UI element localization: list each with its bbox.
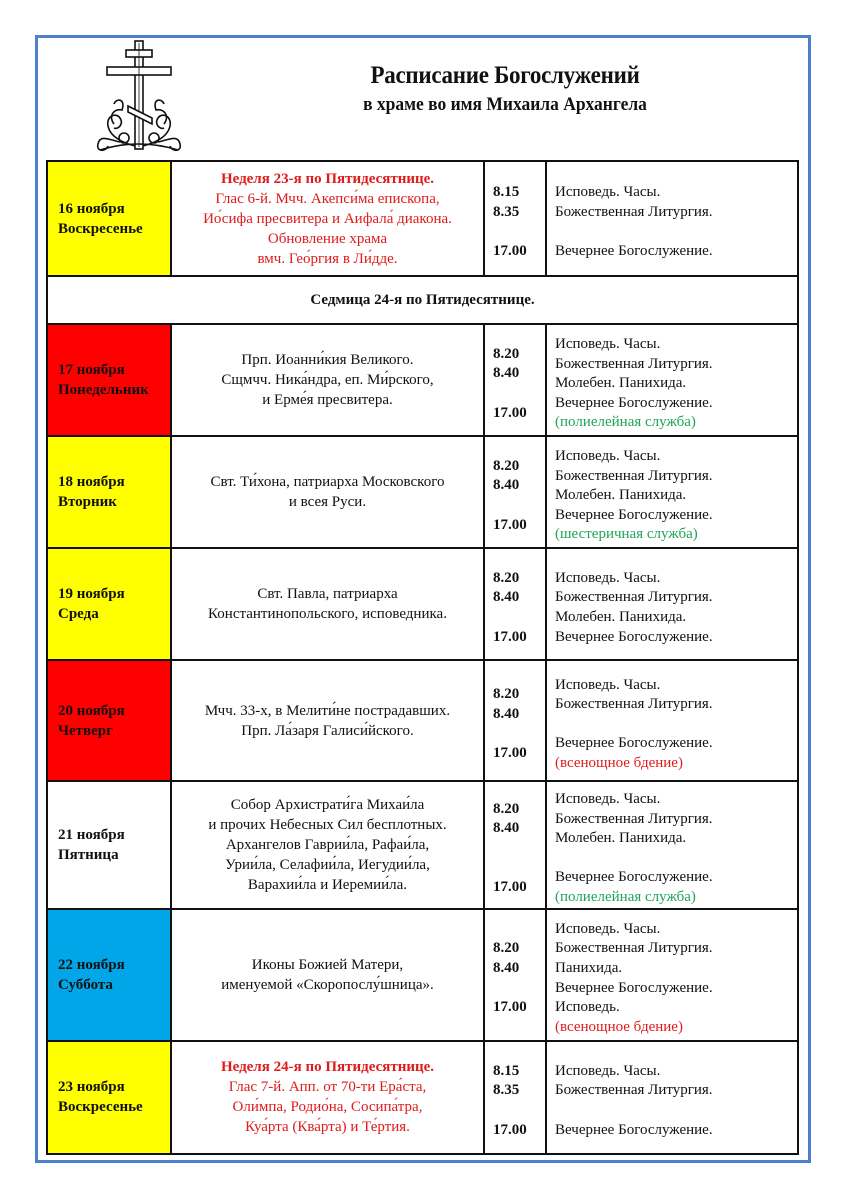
service-item: (всенощное бдение) [555,1018,683,1035]
schedule-row [47,909,798,1041]
service-item: Божественная Литургия. [555,696,713,713]
service-item: Исповедь. Часы. [555,676,661,693]
service-time: 8.15 [493,184,520,201]
schedule-row [47,1041,798,1154]
service-list [546,909,798,1041]
date-cell [47,436,171,548]
feast-description [171,548,484,660]
service-item: Исповедь. Часы. [555,448,661,465]
page-subtitle: в храме во имя Михаила Архангела [363,94,647,115]
date-cell [47,161,171,276]
service-item: (полиелейная служба) [555,414,696,431]
date-label: 20 ноября [58,702,125,719]
date-cell [47,660,171,781]
service-time: 8.20 [493,569,520,586]
service-time: 8.20 [493,940,520,957]
service-item: Вечернее Богослужение. [555,506,713,523]
feast-description [171,781,484,909]
date-label: 21 ноября [58,826,125,843]
service-time: 17.00 [493,404,527,421]
time-spacer [493,496,545,516]
date-cell [47,1041,171,1154]
feast-line: и Ерме́я пресвитера. [262,392,393,408]
service-item: Исповедь. [555,999,620,1016]
schedule-table [46,160,799,1155]
feast-description [171,660,484,781]
service-item: (шестеричная служба) [555,526,698,543]
service-times [484,1041,546,1154]
service-time: 8.20 [493,800,520,817]
service-times [484,909,546,1041]
feast-line: Неделя 24-я по Пятидесятнице. [220,1059,435,1076]
service-time: 8.20 [493,345,520,362]
feast-line: Собор Архистрати́га Михаи́ла [230,796,425,813]
service-item: Божественная Литургия. [555,467,713,484]
feast-description [171,1041,484,1154]
feast-line: Архангелов Гаврии́ла, Рафаи́ла, [225,836,430,853]
service-item: Исповедь. Часы. [555,1062,661,1079]
feast-line: именуемой «Скоропослу́шница». [221,976,434,993]
service-item: (полиелейная служба) [555,888,696,905]
feast-line: Варахии́ла и Иеремии́ла. [247,876,408,893]
orthodox-cross-icon [80,38,200,158]
time-spacer [493,1101,545,1121]
service-item: Исповедь. Часы. [555,569,661,586]
feast-line: и всея Руси. [288,494,367,510]
service-item: Вечернее Богослужение. [555,735,713,752]
time-spacer [493,839,545,859]
service-time: 17.00 [493,745,527,762]
service-list [546,1041,798,1154]
feast-line: вмч. Гео́ргия в Ли́дде. [257,250,398,267]
week-header: Седмица 24-я по Пятидесятнице. [47,276,798,324]
feast-line: Оли́мпа, Родио́на, Сосипа́тра, [232,1099,423,1116]
service-list [546,660,798,781]
date-label: 18 ноября [58,474,125,490]
service-time: 17.00 [493,628,527,645]
schedule-row [47,660,798,781]
time-spacer [493,223,545,243]
date-cell [47,781,171,909]
feast-line: Мчч. 33-х, в Мелити́не пострадавших. [204,702,451,719]
service-time: 17.00 [493,243,527,260]
weekday-label: Пятница [58,846,119,863]
date-cell [47,909,171,1041]
weekday-label: Вторник [58,494,117,510]
weekday-label: Суббота [58,976,113,993]
service-item: Вечернее Богослужение. [555,243,713,260]
service-time: 8.40 [493,820,520,837]
schedule-row [47,781,798,909]
date-label: 19 ноября [58,586,125,602]
service-times [484,436,546,548]
service-item: Молебен. Панихида. [555,830,687,847]
service-item: Божественная Литургия. [555,203,713,220]
schedule-row [47,324,798,436]
date-cell [47,324,171,436]
date-cell [47,548,171,660]
service-item: Божественная Литургия. [555,589,713,606]
service-time: 8.40 [493,705,520,722]
service-item: Вечернее Богослужение. [555,628,713,645]
service-item: Панихида. [555,959,623,976]
service-time: 8.40 [493,365,520,382]
service-time: 17.00 [493,879,527,896]
page-title: Расписание Богослужений [370,62,640,89]
feast-line: Прп. Ла́заря Галиси́йского. [241,722,414,739]
service-spacer [555,849,797,869]
feast-description [171,909,484,1041]
service-item: Молебен. Панихида. [555,609,687,625]
service-item: Божественная Литургия. [555,940,713,957]
service-times [484,660,546,781]
schedule-row [47,548,798,660]
service-time: 17.00 [493,999,527,1016]
service-time: 17.00 [493,516,527,533]
time-spacer [493,979,545,999]
weekday-label: Воскресенье [58,220,143,237]
feast-description [171,161,484,276]
weekday-label: Воскресенье [58,1099,143,1116]
service-item: Вечернее Богослужение. [555,979,713,996]
date-label: 23 ноября [58,1079,125,1096]
service-item: Божественная Литургия. [555,810,713,827]
service-item: Исповедь. Часы. [555,336,661,353]
time-spacer [493,608,545,628]
service-time: 17.00 [493,1121,527,1138]
service-list [546,781,798,909]
feast-line: Урии́ла, Селафии́ла, Иегудии́ла, [225,856,430,873]
service-time: 8.40 [493,477,520,494]
date-label: 22 ноября [58,956,125,973]
service-spacer [555,715,797,735]
service-time: 8.20 [493,457,520,474]
feast-line: Прп. Иоанни́кия Великого. [241,352,414,368]
service-item: (всенощное бдение) [555,754,683,771]
feast-line: и прочих Небесных Сил бесплотных. [208,816,447,833]
service-times [484,548,546,660]
feast-line: Свт. Павла, патриарха [257,586,398,602]
service-time: 8.35 [493,1082,520,1099]
time-spacer [493,725,545,745]
feast-line: Обновление храма [267,230,388,247]
page-header [260,62,750,116]
service-list [546,161,798,276]
feast-line: Константинопольского, исповедника. [208,606,447,622]
service-item: Вечернее Богослужение. [555,1121,713,1138]
feast-line: Глас 6-й. Мчч. Акепси́ма епископа, [215,190,440,207]
feast-line: Свт. Ти́хона, патриарха Московского [210,474,445,490]
feast-description [171,436,484,548]
time-spacer [493,384,545,404]
service-list [546,548,798,660]
feast-description [171,324,484,436]
feast-line: Куа́рта (Ква́рта) и Те́ртия. [245,1119,410,1136]
date-label: 16 ноября [58,200,125,217]
service-times [484,781,546,909]
service-item: Божественная Литургия. [555,355,713,372]
date-label: 17 ноября [58,362,125,378]
service-time: 8.15 [493,1062,520,1079]
service-time: 8.35 [493,203,520,220]
service-item: Исповедь. Часы. [555,184,661,201]
service-times [484,161,546,276]
weekday-label: Среда [58,606,99,622]
service-item: Молебен. Панихида. [555,487,687,504]
weekday-label: Четверг [58,722,113,739]
service-item: Вечернее Богослужение. [555,394,713,411]
week-header-row [47,276,798,324]
service-spacer [555,1101,797,1121]
schedule-row [47,161,798,276]
time-spacer [493,859,545,879]
feast-line: Иконы Божией Матери, [251,956,404,973]
service-item: Исповедь. Часы. [555,791,661,807]
service-list [546,436,798,548]
feast-line: Ио́сифа пресвитера и Аифала́ диакона. [203,210,452,227]
service-item: Божественная Литургия. [555,1082,713,1099]
weekday-label: Понедельник [58,382,149,398]
feast-line: Сщмчч. Ника́ндра, еп. Ми́рского, [221,372,434,388]
service-list [546,324,798,436]
feast-line: Глас 7-й. Апп. от 70-ти Ера́ста, [228,1079,427,1096]
service-time: 8.20 [493,686,520,703]
service-item: Молебен. Панихида. [555,375,687,392]
service-spacer [555,223,797,243]
feast-line: Неделя 23-я по Пятидесятнице. [220,170,435,187]
schedule-row [47,436,798,548]
service-time: 8.40 [493,589,520,606]
service-item: Вечернее Богослужение. [555,869,713,886]
service-time: 8.40 [493,959,520,976]
service-item: Исповедь. Часы. [555,920,661,937]
service-times [484,324,546,436]
